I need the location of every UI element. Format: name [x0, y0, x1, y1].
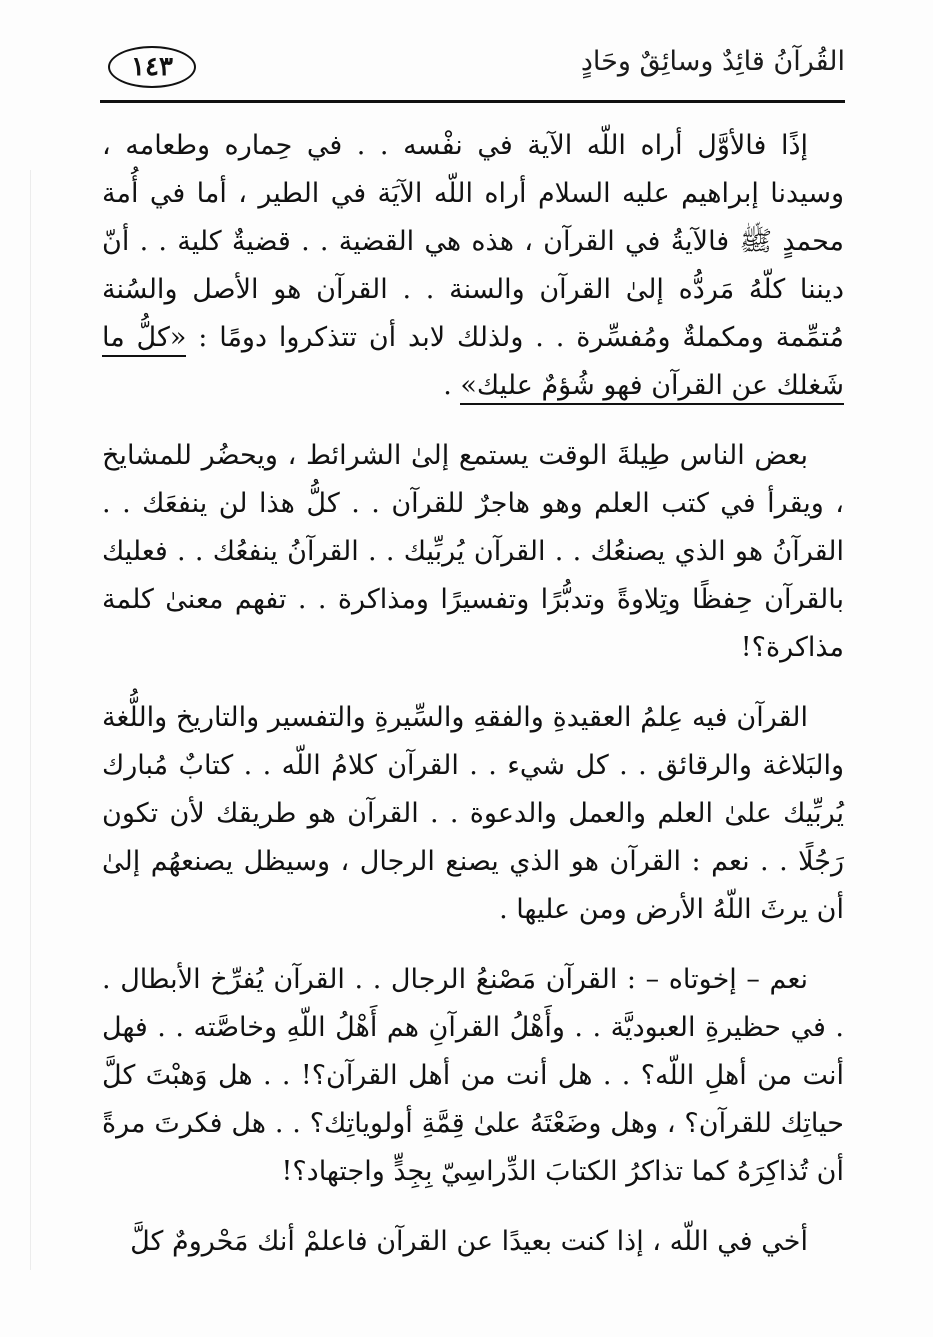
paragraph-1-text: إذًا فالأوَّل أراه اللّه الآية في نفْسه . . في حِماره وطعامه ، وسيدنا إبراهيم عليه السلام أراه اللّه الآيَة في الطير ، أما في أُمة محمدٍ ﷺ فالآيةُ في القرآن ، هذه هي القضية . . قضيةٌ كلية . . أنّ ديننا كلّهُ مَردُّه إلىٰ القرآن والسنة . . القرآن هو الأصل والسُنة مُتمِّمة ومكملةٌ ومُفسِّرة . . ولذلك لابد أن تتذكروا دومًا : — [102, 130, 844, 353]
paragraph-1 — [102, 122, 844, 410]
page-number-badge: ١٤٣ — [108, 46, 196, 88]
scan-edge-mark — [30, 170, 31, 1270]
running-title: القُرآنُ قائِدٌ وسائِقٌ وحَادٍ — [580, 46, 845, 77]
body-text — [102, 122, 844, 1288]
paragraph-2: بعض الناس طِيلةَ الوقت يستمع إلىٰ الشرائط ، ويحضُر للمشايخ ، ويقرأ في كتب العلم وهو هاجرٌ للقرآن . . كلُّ هذا لن ينفعَك . . القرآنُ هو الذي يصنعُك . . القرآن يُربِّيك . . القرآنُ ينفعُك . . فعليك بالقرآن حِفظًا وتِلاوةً وتدبُّرًا وتفسيرًا ومذاكرة . . تفهم معنىٰ كلمة مذاكرة؟! — [102, 440, 844, 663]
paragraph-4: نعم – إخوتاه – : القرآن مَصْنعُ الرجال . . القرآن يُفرِّخ الأبطال . . في حظيرةِ العبوديَّة . . وأَهْلُ القرآنِ هم أَهْلُ اللّهِ وخاصَّته . . فهل أنت من أهلِ اللّه؟ . . هل أنت من أهل القرآن؟! . . هل وَهبْتَ كلَّ حياتِك للقرآن؟ ، وهل وضَعْتَهُ علىٰ قِمَّةِ أولوياتِك؟ . . هل فكرتَ مرةً أن تُذاكِرَهُ كما تذاكرُ الكتابَ الدِّراسِيّ بِجِدٍّ واجتهاد؟! — [102, 964, 844, 1187]
page-header — [100, 40, 845, 102]
underlined-quote: «كلُّ ما شَغلك عن القرآن فهو شُؤمٌ عليك» — [102, 322, 844, 405]
header-rule — [100, 100, 845, 103]
paragraph-3: القرآن فيه عِلمُ العقيدةِ والفقهِ والسِّيرةِ والتفسير والتاريخ واللُّغة والبَلاغة والرقائق . . كل شيء . . القرآن كلامُ اللّه . . كتابٌ مُبارك يُربِّيك علىٰ العلم والعمل والدعوة . . القرآن هو طريقك لأن تكون رَجُلًا . . نعم : القرآن هو الذي يصنع الرجال ، وسيظل يصنعهُم إلىٰ أن يرثَ اللّهُ الأرض ومن عليها . — [102, 702, 844, 925]
paragraph-1-end: . — [443, 370, 461, 401]
paragraph-5: أخي في اللّه ، إذا كنت بعيدًا عن القرآن فاعلمْ أنك مَحْرومٌ كلَّ — [130, 1226, 808, 1257]
